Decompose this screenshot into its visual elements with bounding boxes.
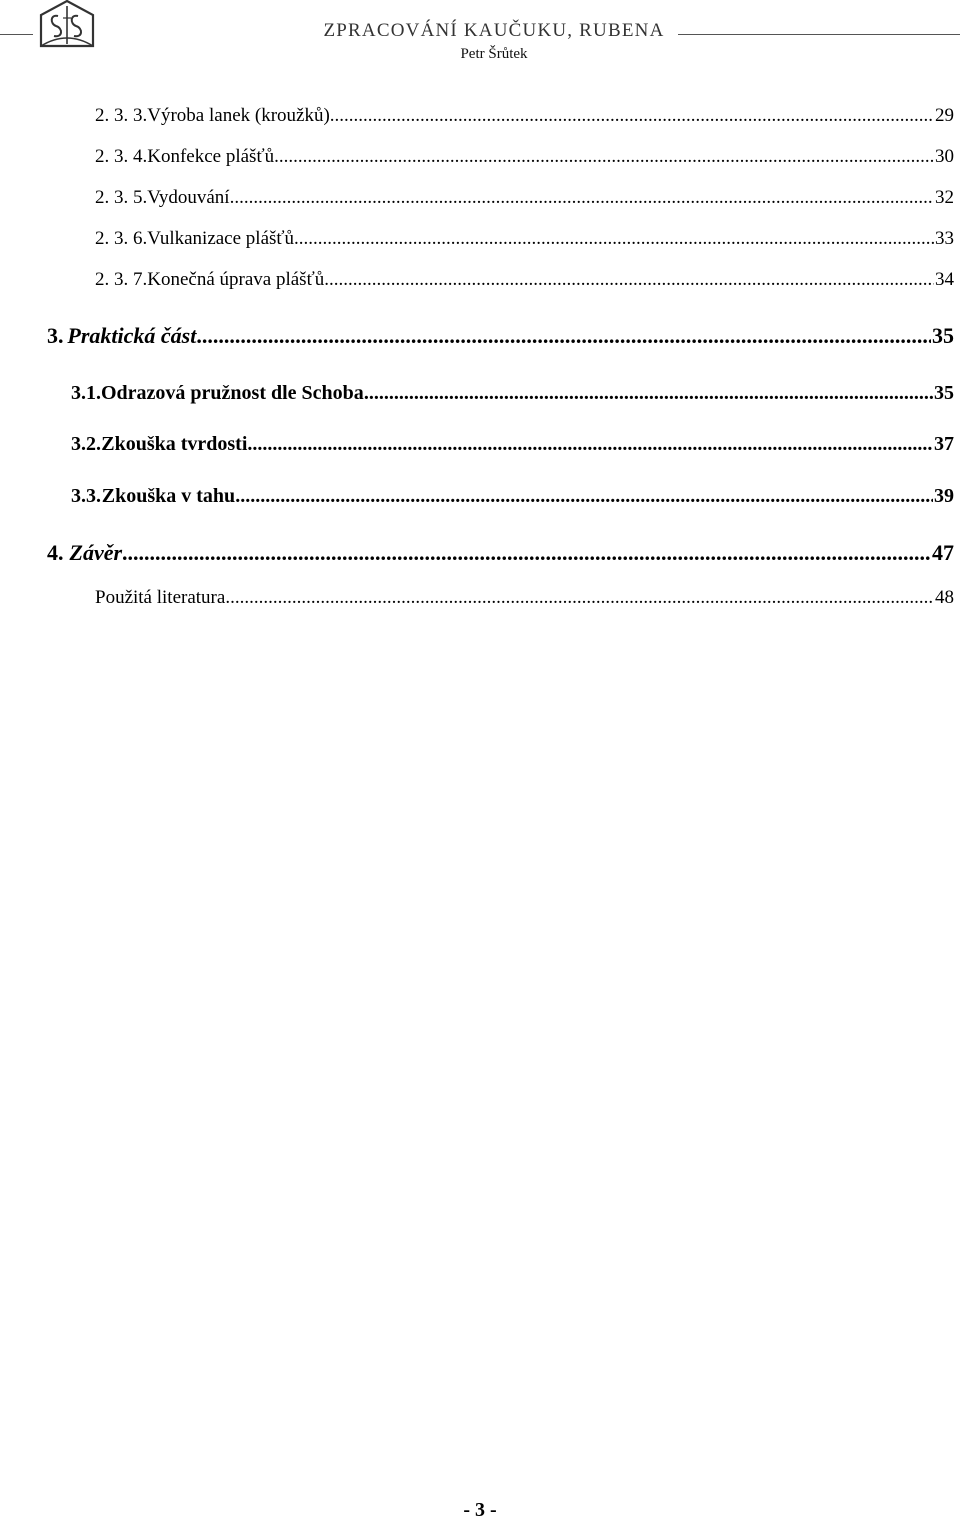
toc-entry-title: Zkouška v tahu [101, 485, 236, 507]
toc-entry[interactable] [47, 323, 954, 349]
toc-leader-dots [364, 382, 933, 405]
sps-school-logo-icon [36, 0, 98, 52]
toc-entry-title: Zkouška tvrdosti [101, 433, 248, 455]
toc-entry-number: 2. 3. 3. [95, 105, 148, 126]
header-title: ZPRACOVÁNÍ KAUČUKU, RUBENA [323, 20, 665, 41]
toc-entry-page: 39 [934, 485, 954, 507]
toc-entry[interactable] [95, 269, 954, 291]
toc-entry[interactable] [95, 146, 954, 168]
toc-entry-number: 3. [47, 323, 64, 348]
toc-leader-dots [230, 187, 934, 209]
toc-leader-dots [274, 146, 934, 168]
toc-leader-dots [225, 587, 934, 609]
toc-entry-title: Vulkanizace plášťů [147, 228, 295, 249]
toc-entry[interactable] [95, 105, 954, 127]
toc-entry-number: 2. 3. 7. [95, 269, 148, 290]
toc-entry-page: 34 [935, 269, 954, 290]
header-author: Petr Šrůtek [460, 46, 528, 62]
toc-entry-title: Závěr [69, 540, 123, 565]
toc-entry-number: 4. [47, 540, 64, 565]
toc-leader-dots [235, 485, 933, 508]
toc-entry-number: 3.3. [71, 485, 101, 507]
toc-entry-page: 47 [932, 540, 954, 565]
toc-entry-page: 48 [935, 587, 954, 608]
toc-entry[interactable] [47, 540, 954, 566]
toc-leader-dots [294, 228, 934, 250]
toc-entry-title: Konfekce plášťů [147, 146, 275, 167]
toc-entry-page: 35 [934, 382, 954, 404]
toc-leader-dots [330, 105, 934, 127]
toc-entry-number: 2. 3. 5. [95, 187, 148, 208]
header-rule-right [678, 34, 960, 35]
toc-entry[interactable] [95, 187, 954, 209]
page-number: - 3 - [463, 1499, 497, 1521]
toc-leader-dots [324, 269, 934, 291]
toc-entry-number: 2. 3. 6. [95, 228, 148, 249]
toc-entry-title: Vydouvání [147, 187, 230, 208]
toc-entry-number: 3.1. [71, 382, 101, 404]
toc-entry[interactable] [71, 433, 954, 456]
toc-entry-title: Výroba lanek (kroužků) [147, 105, 330, 126]
toc-entry[interactable] [71, 485, 954, 508]
toc-entry-page: 29 [935, 105, 954, 126]
header-rule-left [0, 34, 33, 35]
toc-entry-page: 30 [935, 146, 954, 167]
toc-entry[interactable] [95, 228, 954, 250]
toc-entry-number: 2. 3. 4. [95, 146, 148, 167]
toc-entry-title: Použitá literatura [95, 587, 226, 608]
toc-entry[interactable] [95, 587, 954, 609]
toc-entry-title: Konečná úprava plášťů [147, 269, 325, 290]
toc-leader-dots [247, 433, 933, 456]
toc-entry-title: Odrazová pružnost dle Schoba [101, 382, 364, 404]
toc-entry-page: 33 [935, 228, 954, 249]
toc-entry-number: 3.2. [71, 433, 101, 455]
toc-entry-page: 32 [935, 187, 954, 208]
toc-entry-page: 37 [934, 433, 954, 455]
toc-leader-dots [196, 323, 931, 349]
toc-entry[interactable] [71, 382, 954, 405]
toc-leader-dots [122, 540, 931, 566]
toc-entry-title: Praktická část [67, 323, 197, 348]
toc-entry-page: 35 [932, 323, 954, 348]
